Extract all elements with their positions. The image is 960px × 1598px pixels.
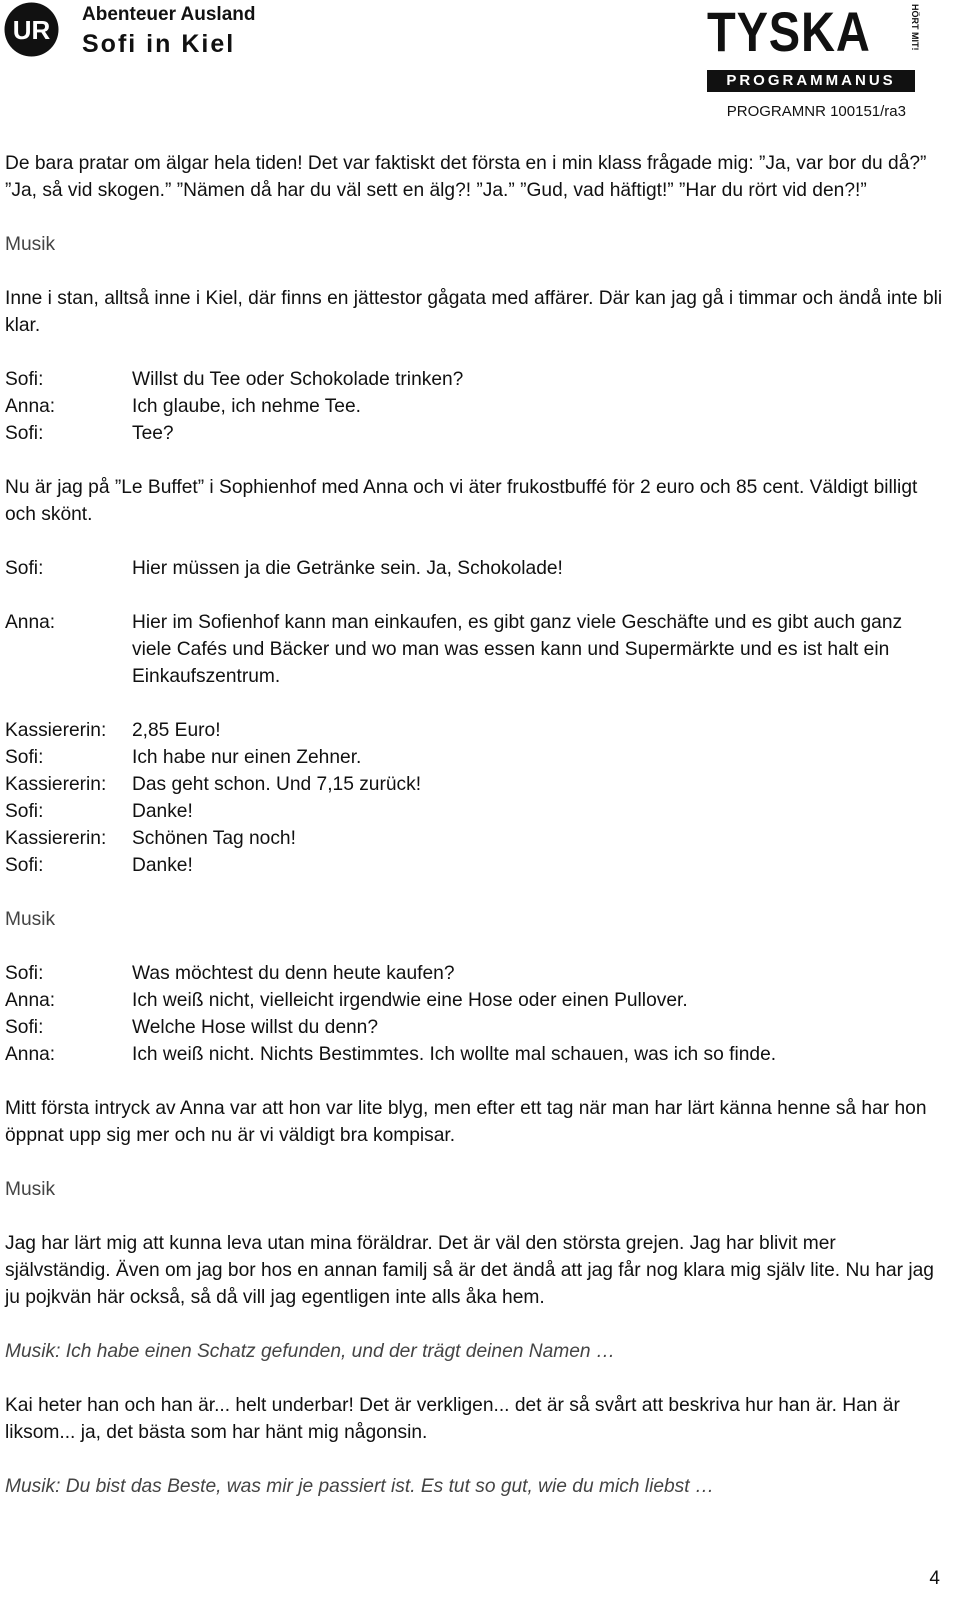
dialogue-line: Danke!: [132, 855, 193, 876]
tyska-logo-word: TYSKA: [707, 0, 871, 63]
speaker: Sofi:: [5, 423, 44, 444]
dialogue-line: 2,85 Euro!: [132, 720, 221, 741]
dialogue-line: Tee?: [132, 423, 174, 444]
speaker: Kassiererin:: [5, 720, 107, 741]
dialogue-line: Schönen Tag noch!: [132, 828, 296, 849]
paragraph: Kai heter han och han är... helt underbar! Det är verkligen... det är så svårt att beskriva hur han är. Han är liksom... ja, det bästa som har hänt mig någonsin.: [5, 1395, 900, 1443]
speaker: Anna:: [5, 396, 56, 417]
paragraph: Inne i stan, alltså inne i Kiel, där finns en jättestor gågata med affärer. Där kan jag gå i timmar och ändå inte bli klar.: [5, 288, 943, 336]
paragraph: Nu är jag på ”Le Buffet” i Sophienhof med Anna och vi äter frukostbuffé för 2 euro och 85 cent. Väldigt billigt och skönt.: [5, 477, 918, 525]
dialogue-row: [5, 717, 945, 744]
dialogue-line: Ich weiß nicht. Nichts Bestimmtes. Ich wollte mal schauen, was ich so finde.: [132, 1044, 777, 1065]
program-title: Sofi in Kiel: [82, 30, 236, 58]
speaker: Sofi:: [5, 369, 44, 390]
music-cue: Musik: [5, 909, 56, 930]
dialogue-line: Hier müssen ja die Getränke sein. Ja, Schokolade!: [132, 558, 563, 579]
dialogue-row: [5, 987, 945, 1014]
ur-logo-text: UR: [12, 15, 51, 45]
speaker: Sofi:: [5, 747, 44, 768]
speaker: Anna:: [5, 990, 56, 1011]
music-cue: Musik: Du bist das Beste, was mir je passiert ist. Es tut so gut, wie du mich liebst …: [5, 1476, 715, 1497]
dialogue-line: Hier im Sofienhof kann man einkaufen, es gibt ganz viele Geschäfte und es gibt auch ganz viele Cafés und Bäcker und wo man was essen kann und Supermärkte und es ist halt ein Einkaufszentrum.: [132, 612, 903, 687]
dialogue-line: Ich habe nur einen Zehner.: [132, 747, 362, 768]
dialogue-row: [5, 852, 945, 879]
speaker: Kassiererin:: [5, 774, 107, 795]
dialogue-line: Ich weiß nicht, vielleicht irgendwie eine Hose oder einen Pullover.: [132, 990, 688, 1011]
dialogue-block: [5, 717, 945, 879]
dialogue-block: [5, 960, 945, 1068]
page-number: 4: [929, 1568, 940, 1589]
dialogue-row: [5, 1014, 945, 1041]
dialogue-row: [5, 366, 945, 393]
dialogue-row: [5, 1041, 945, 1068]
speaker: Anna:: [5, 1044, 56, 1065]
programmanus-bar: PROGRAMMANUS: [707, 70, 915, 92]
series-name: Abenteuer Ausland: [82, 4, 256, 25]
paragraph: De bara pratar om älgar hela tiden! Det var faktiskt det första en i min klass frågade mig: ”Ja, var bor du då?” ”Ja, så vid skogen.” ”Nämen då har du väl sett en älg?! ”Ja.” ”Gud, vad häftigt!” ”Har du rört vid den?!”: [5, 153, 927, 201]
music-cue: Musik: [5, 234, 56, 255]
dialogue-block: [5, 555, 945, 690]
dialogue-row: [5, 420, 945, 447]
paragraph: Jag har lärt mig att kunna leva utan mina föräldrar. Det är väl den största grejen. Jag har blivit mer självständig. Även om jag bor hos en annan familj så är det ändå att jag får nog klara mig själv lite. Nu har jag ju pojkvän här också, så då vill jag egentligen inte alls åka hem.: [5, 1233, 934, 1308]
speaker: Sofi:: [5, 963, 44, 984]
dialogue-row: [5, 960, 945, 987]
dialogue-block: [5, 366, 945, 447]
program-number: PROGRAMNR 100151/ra3: [726, 103, 906, 120]
dialogue-line: Willst du Tee oder Schokolade trinken?: [132, 369, 464, 390]
speaker: Sofi:: [5, 801, 44, 822]
paragraph: Mitt första intryck av Anna var att hon var lite blyg, men efter ett tag när man har lärt känna henne så har hon öppnat upp sig mer och nu är vi väldigt bra kompisar.: [5, 1098, 927, 1146]
dialogue-line: Das geht schon. Und 7,15 zurück!: [132, 774, 422, 795]
dialogue-line: Ich glaube, ich nehme Tee.: [132, 396, 361, 417]
dialogue-row: [5, 771, 945, 798]
dialogue-line: Was möchtest du denn heute kaufen?: [132, 963, 455, 984]
speaker: Sofi:: [5, 558, 44, 579]
dialogue-row: [5, 798, 945, 825]
dialogue-row: [5, 825, 945, 852]
dialogue-row: [5, 393, 945, 420]
dialogue-row: [5, 609, 945, 690]
speaker: Kassiererin:: [5, 828, 107, 849]
speaker: Anna:: [5, 612, 56, 633]
dialogue-line: Danke!: [132, 801, 193, 822]
dialogue-line: Welche Hose willst du denn?: [132, 1017, 379, 1038]
tyska-logo-side: HÖRT MIT!: [910, 4, 920, 51]
music-cue: Musik: [5, 1179, 56, 1200]
manuscript-body: [5, 150, 945, 1527]
ur-logo: [4, 2, 59, 57]
speaker: Sofi:: [5, 1017, 44, 1038]
music-cue: Musik: Ich habe einen Schatz gefunden, und der trägt deinen Namen …: [5, 1341, 616, 1362]
dialogue-row: [5, 555, 945, 582]
speaker: Sofi:: [5, 855, 44, 876]
dialogue-row: [5, 744, 945, 771]
